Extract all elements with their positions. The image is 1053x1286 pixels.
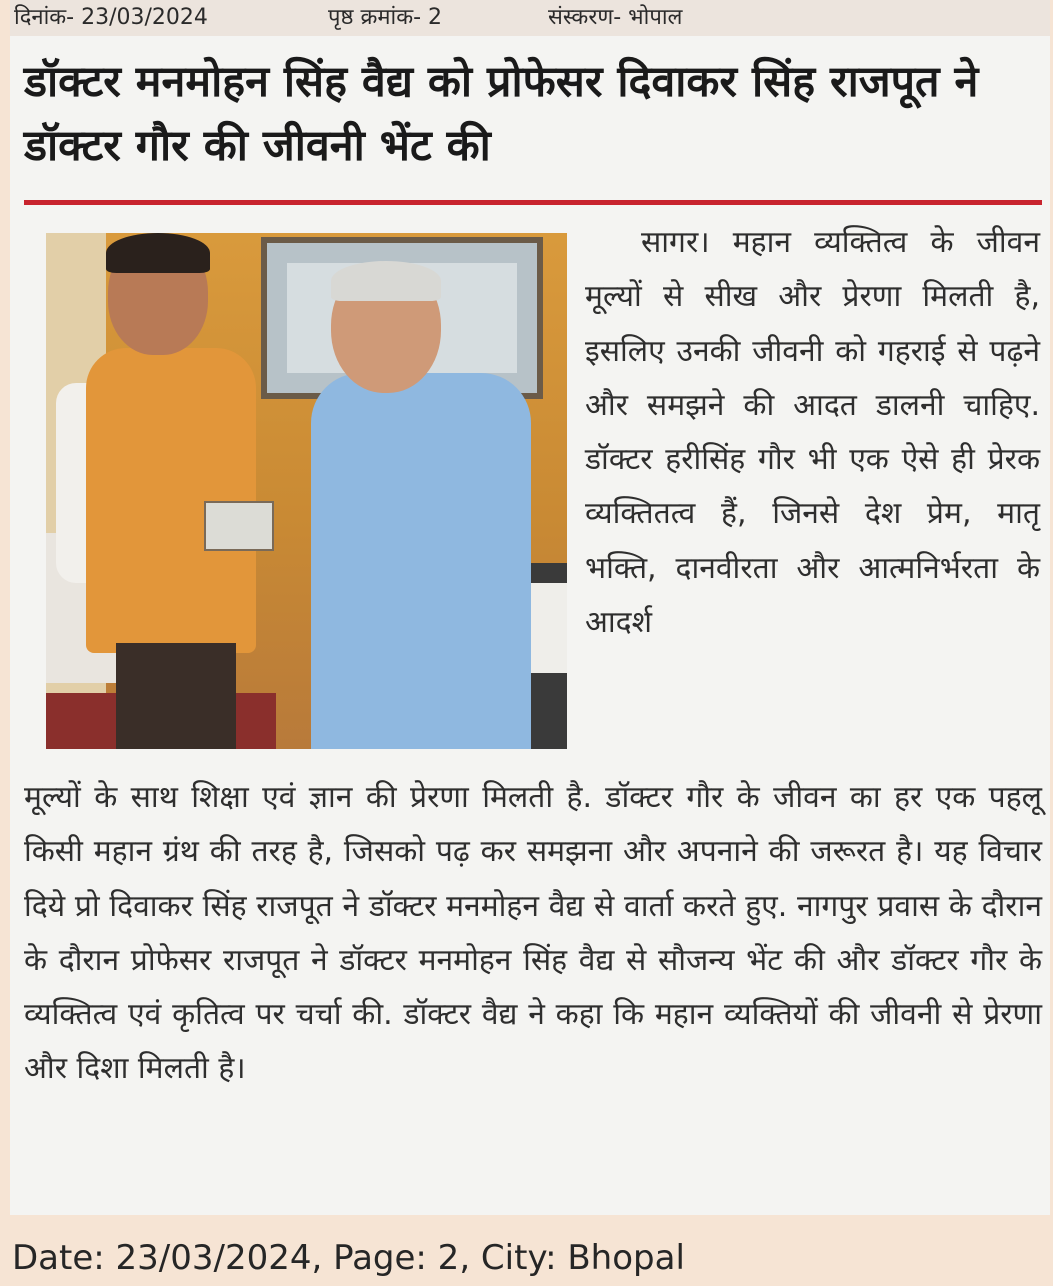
meta-page: पृष्ठ क्रमांक- 2 (328, 5, 443, 30)
meta-edition: संस्करण- भोपाल (548, 5, 683, 30)
clipping-meta-bar (10, 0, 1050, 36)
meta-date: दिनांक- 23/03/2024 (14, 5, 208, 30)
clipping-footer: Date: 23/03/2024, Page: 2, City: Bhopal (12, 1238, 685, 1278)
headline-divider (24, 200, 1042, 205)
newspaper-clipping (10, 0, 1050, 1215)
article-body-full-width: मूल्यों के साथ शिक्षा एवं ज्ञान की प्रेरणा मिलती है. डॉक्टर गौर के जीवन का हर एक पहलू किसी महान ग्रंथ की तरह है, जिसको पढ़ कर समझना और अपनाने की जरूरत है। यह विचार दिये प्रो दिवाकर सिंह राजपूत ने डॉक्टर मनमोहन वैद्य से वार्ता करते हुए. नागपुर प्रवास के दौरान के दौरान प्रोफेसर राजपूत ने डॉक्टर मनमोहन सिंह वैद्य से सौजन्य भेंट की और डॉक्टर गौर के व्यक्तित्व एवं कृतित्व पर चर्चा की. डॉक्टर वैद्य ने कहा कि महान व्यक्तियों की जीवनी से प्रेरणा और दिशा मिलती है। (24, 780, 1042, 1087)
article-headline: डॉक्टर मनमोहन सिंह वैद्य को प्रोफेसर दिवाकर सिंह राजपूत ने डॉक्टर गौर की जीवनी भेंट की (24, 57, 979, 171)
article-body-right-column: सागर। महान व्यक्तित्व के जीवन मूल्यों से सीख और प्रेरणा मिलती है, इसलिए उनकी जीवनी को गहराई से पढ़ने और समझने की आदत डालनी चाहिए. डॉक्टर हरीसिंह गौर भी एक ऐसे ही प्रेरक व्यक्तितत्व हैं, जिनसे देश प्रेम, मातृ भक्ति, दानवीरता और आत्मनिर्भरता के आदर्श (585, 225, 1040, 641)
article-photo (46, 233, 567, 749)
